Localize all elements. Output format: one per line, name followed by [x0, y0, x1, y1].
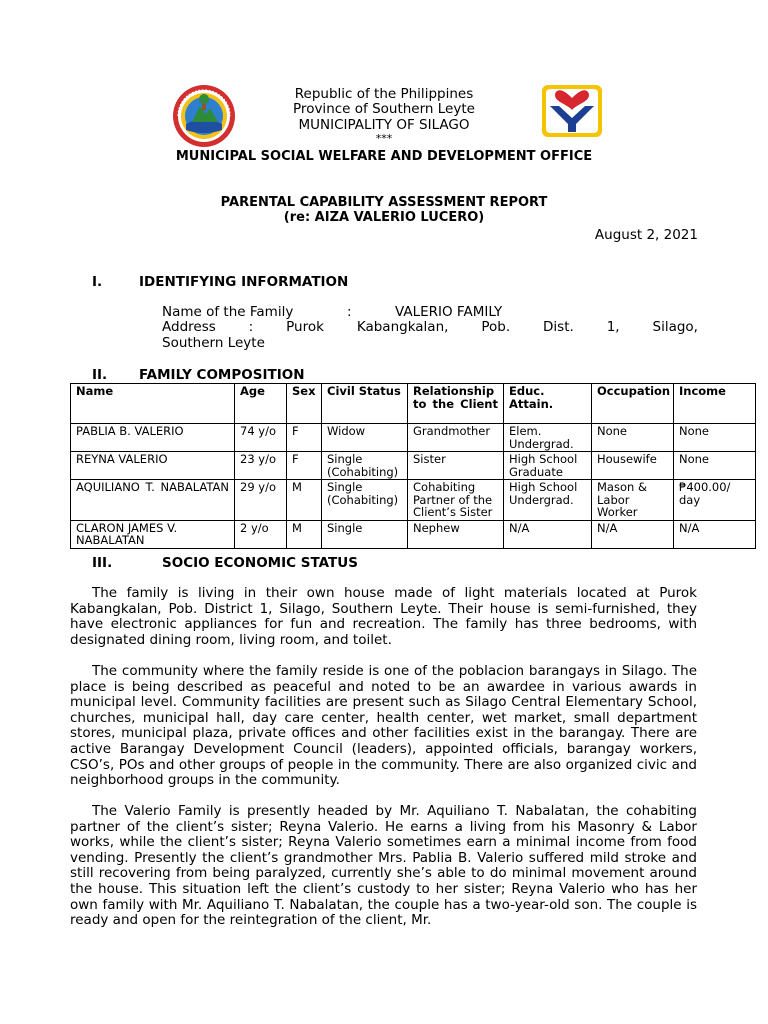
report-title-block [84, 195, 684, 225]
column-header: Relationship to the Client [408, 384, 504, 424]
paragraph-family-head [70, 804, 697, 929]
table-cell: REYNA VALERIO [71, 452, 235, 480]
header-separator: *** [375, 132, 393, 145]
table-cell: Sister [408, 452, 504, 480]
table-cell: N/A [592, 520, 674, 548]
table-cell: 74 y/o [235, 424, 287, 452]
column-header: Age [235, 384, 287, 424]
table-cell: M [287, 520, 322, 548]
table-row [71, 520, 756, 548]
address-part: Kabangkalan, [356, 319, 449, 335]
table-cell: AQUILIANO T. NABALATAN [71, 480, 235, 521]
section-title: SOCIO ECONOMIC STATUS [162, 555, 358, 571]
paragraph-text: The Valerio Family is presently headed by Mr. Aquiliano T. Nabalatan, the cohabiting partner of the client’s sister; Reyna Valerio. He earns a living from his Masonry & Labor works, while the client’s sister; Reyna Valerio sometimes earn a minimal income from food vending. Presently the client’s grandmother Mrs. Pablia B. Valerio suffered mild stroke and still recovering from being paralyzed, currently she’s able to do minimal movement around the house. This situation left the client’s custody to her sister; Reyna Valerio who has her own family with Mr. Aquiliano T. Nabalatan, the couple has a two-year-old son. The couple is ready and open for the reintegration of the client, Mr. [70, 803, 697, 929]
header-republic: Republic of the Philippines [294, 86, 474, 102]
table-cell: ₱400.00/ day [674, 480, 756, 521]
section-title: FAMILY COMPOSITION [139, 367, 305, 383]
column-header: Income [674, 384, 756, 424]
table-cell: None [674, 452, 756, 480]
report-title: PARENTAL CAPABILITY ASSESSMENT REPORT [220, 195, 548, 210]
report-subtitle: (re: AIZA VALERIO LUCERO) [283, 210, 485, 225]
report-date: August 2, 2021 [594, 227, 698, 243]
table-cell: Single [322, 520, 408, 548]
address-colon: : [248, 319, 254, 335]
table-cell: PABLIA B. VALERIO [71, 424, 235, 452]
table-cell: 23 y/o [235, 452, 287, 480]
column-header: Civil Status [322, 384, 408, 424]
column-header: Occupation [592, 384, 674, 424]
address-continuation: Southern Leyte [162, 334, 265, 351]
family-name-label: Name of the Family [162, 304, 294, 320]
family-name-value: VALERIO FAMILY [395, 304, 503, 320]
column-header: Educ. Attain. [504, 384, 592, 424]
table-cell: Nephew [408, 520, 504, 548]
table-cell: F [287, 452, 322, 480]
table-cell: CLARON JAMES V. NABALATAN [71, 520, 235, 548]
paragraph-community [70, 664, 697, 789]
header-municipality: MUNICIPALITY OF SILAGO [298, 117, 470, 133]
paragraph-housing [70, 586, 697, 648]
address-part: Pob. [481, 319, 511, 335]
table-row [71, 480, 756, 521]
column-header: Sex [287, 384, 322, 424]
table-cell: Single (Cohabiting) [322, 452, 408, 480]
table-cell: None [674, 424, 756, 452]
paragraph-text: The community where the family reside is one of the poblacion barangays in Silago. The place is being described as peaceful and noted to be an awardee in various awards in municipal level. Community facilities are present such as Silago Central Elementary School, churches, municipal hall, day care center, health center, wet market, small department stores, municipal plaza, private offices and other facilities exist in the barangay. There are active Barangay Development Council (leaders), appointed officials, barangay workers, CSO’s, POs and other groups of people in the community. There are also organized civic and neighborhood groups in the community. [70, 663, 697, 789]
table-cell: Cohabiting Partner of the Client’s Sister [408, 480, 504, 521]
address-part: Dist. [543, 319, 574, 335]
address-line [162, 320, 698, 336]
address-label: Address [162, 319, 216, 335]
table-cell: 2 y/o [235, 520, 287, 548]
family-name-colon: : [347, 304, 352, 320]
section-number: II. [92, 367, 108, 383]
table-cell: M [287, 480, 322, 521]
section-title: IDENTIFYING INFORMATION [139, 274, 349, 290]
address-part: Silago, [652, 319, 698, 335]
table-row [71, 424, 756, 452]
table-cell: Grandmother [408, 424, 504, 452]
address-part: Purok [286, 319, 324, 335]
table-cell: High School Undergrad. [504, 480, 592, 521]
section-number: I. [92, 274, 103, 290]
table-cell: 29 y/o [235, 480, 287, 521]
family-composition-table [70, 383, 756, 549]
table-cell: None [592, 424, 674, 452]
table-cell: F [287, 424, 322, 452]
section-number: III. [92, 555, 113, 571]
table-header-row [71, 384, 756, 424]
table-cell: Elem. Undergrad. [504, 424, 592, 452]
table-cell: Housewife [592, 452, 674, 480]
address-row [162, 320, 698, 351]
table-cell: N/A [504, 520, 592, 548]
table-cell: Mason & Labor Worker [592, 480, 674, 521]
office-name: MUNICIPAL SOCIAL WELFARE AND DEVELOPMENT OFFICE [175, 149, 593, 164]
table-cell: High School Graduate [504, 452, 592, 480]
header-province: Province of Southern Leyte [293, 101, 475, 117]
address-part: 1, [606, 319, 620, 335]
column-header: Name [71, 384, 235, 424]
table-cell: Widow [322, 424, 408, 452]
paragraph-text: The family is living in their own house made of light materials located at Purok Kabangkalan, Pob. District 1, Silago, Southern Leyte. Their house is semi-furnished, they have electronic appliances for fun and recreation. The family has three bedrooms, with designated dining room, living room, and toilet. [70, 585, 697, 648]
table-row [71, 452, 756, 480]
table-cell: N/A [674, 520, 756, 548]
table-cell: Single (Cohabiting) [322, 480, 408, 521]
